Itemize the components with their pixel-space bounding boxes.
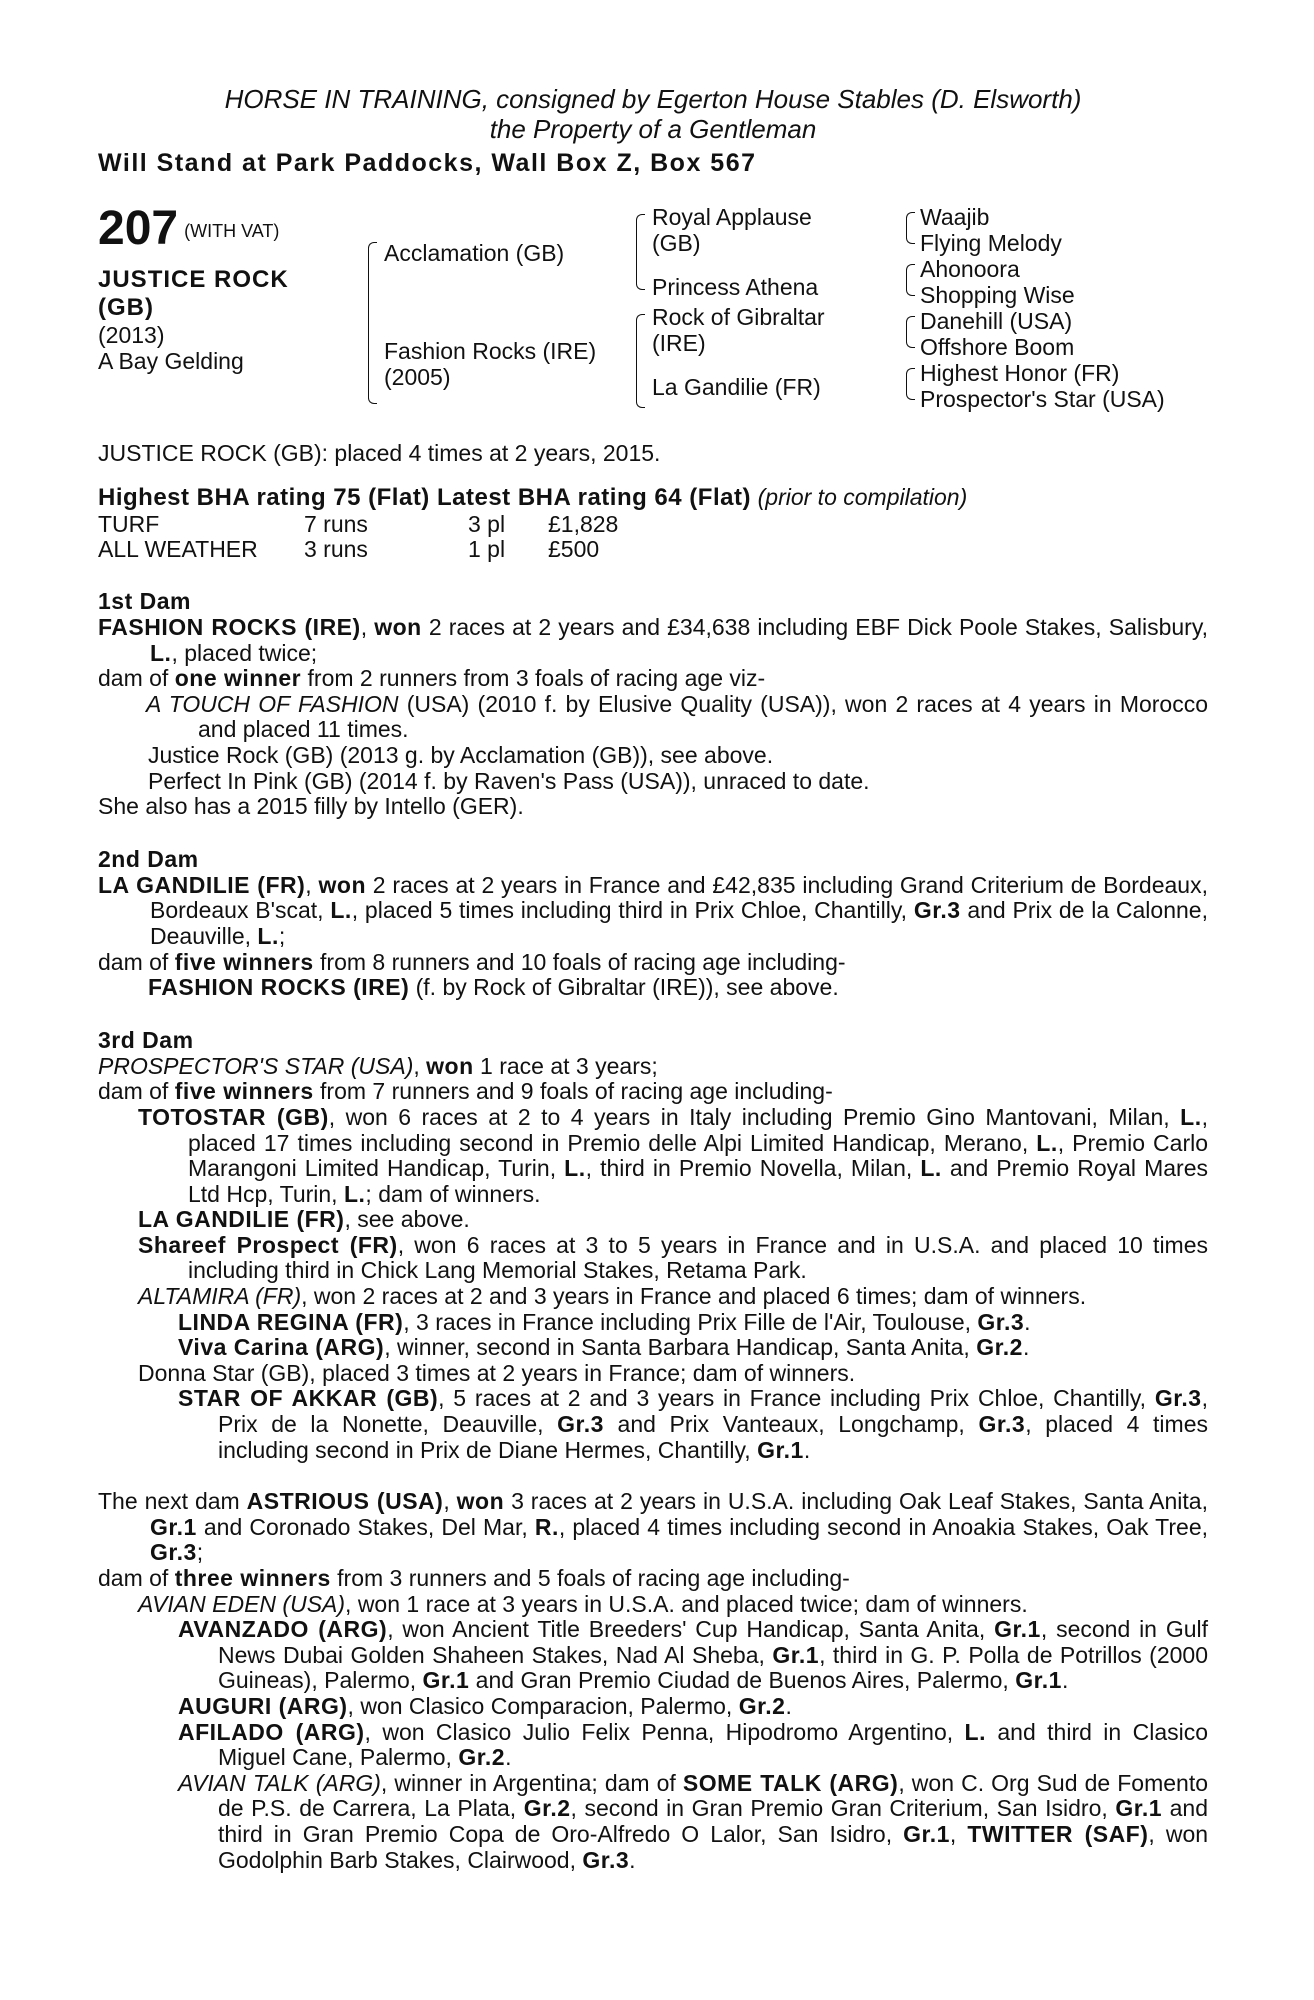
race-summary: JUSTICE ROCK (GB): placed 4 times at 2 years, 2015. xyxy=(98,440,661,466)
bha-rating: Highest BHA rating 75 (Flat) Latest BHA rating 64 (Flat) (prior to compilation) xyxy=(98,484,968,511)
brace-g78 xyxy=(906,368,915,400)
horse-description: A Bay Gelding xyxy=(98,348,244,375)
third-dam-heading: 3rd Dam xyxy=(98,1026,194,1053)
sire: Acclamation (GB) xyxy=(384,240,565,266)
next-dam-section: The next dam ASTRIOUS (USA), won 3 races at 2 years in U.S.A. including Oak Leaf Stakes, Santa Anita, Gr.1 and Coronado Stakes, Del Mar, R., placed 4 times including second in Anoakia Stakes, Oak Tree, Gr.3; dam of three winners from 3 runners and 5 foals of racing age including- AVIAN EDEN (USA), won 1 race at 3 years in U.S.A. and placed twice; dam of winners. AVANZADO (ARG), won Ancient Title Breeders' Cup Handicap, Santa Anita, Gr.1, second in Gulf News Dubai Golden Shaheen Stakes, Nad Al Sheba, Gr.1, third in G. P. Polla de Potrillos (2000 Guineas), Palermo, Gr.1 and Gran Premio Ciudad de Buenos Aires, Palermo, Gr.1. AUGURI (ARG), won Clasico Comparacion, Palermo, Gr.2. AFILADO (ARG), won Clasico Julio Felix Penna, Hipodromo Argentino, L. and third in Clasico Miguel Cane, Palermo, Gr.2. AVIAN TALK (ARG), winner in Argentina; dam of SOME TALK (ARG), won C. Org Sud de Fomento de P.S. de Carrera, La Plata, Gr.2, second in Gran Premio Gran Criterium, San Isidro, Gr.1 and third in Gran Premio Copa de Oro-Alfredo O Lalor, San Isidro, Gr.1, TWITTER (SAF), won Godolphin Barb Stakes, Clairwood, Gr.3. xyxy=(98,1488,1209,1873)
catalogue-page xyxy=(98,84,1208,1873)
horse-name: JUSTICE ROCK xyxy=(98,266,289,294)
first-dam-heading: 1st Dam xyxy=(98,588,191,614)
brace-sire-parents xyxy=(636,214,645,290)
second-dam-heading: 2nd Dam xyxy=(98,845,199,872)
lot-number: 207 (WITH VAT) xyxy=(98,202,280,255)
brace-g34 xyxy=(906,264,915,296)
foaling-year: (2013) xyxy=(98,322,165,349)
table-row: ALL WEATHER 3 runs 1 pl £500 xyxy=(98,536,600,562)
ggp-5: Danehill (USA) xyxy=(920,308,1073,334)
pedigree-block xyxy=(98,204,1208,464)
ggp-1: Waajib xyxy=(920,204,990,230)
third-dam-section: PROSPECTOR'S STAR (USA), won 1 race at 3 years; dam of five winners from 7 runners and 9 foals of racing age including- TOTOSTAR (GB), won 6 races at 2 to 4 years in Italy including Premio Gino Mantovani, Milan, L., placed 17 times including second in Premio delle Alpi Limited Handicap, Merano, L., Premio Carlo Marangoni Limited Handicap, Turin, L., third in Premio Novella, Milan, L. and Premio Royal Mares Ltd Hcp, Turin, L.; dam of winners. LA GANDILIE (FR), see above. Shareef Prospect (FR), won 6 races at 3 to 5 years in France and in U.S.A. and placed 10 times including third in Chick Lang Memorial Stakes, Retama Park. ALTAMIRA (FR), won 2 races at 2 and 3 years in France and placed 6 times; dam of winners. LINDA REGINA (FR), 3 races in France including Prix Fille de l'Air, Toulouse, Gr.3. Viva Carina (ARG), winner, second in Santa Barbara Handicap, Santa Anita, Gr.2. Donna Star (GB), placed 3 times at 2 years in France; dam of winners. STAR OF AKKAR (GB), 5 races at 2 and 3 years in France including Prix Chloe, Chantilly, Gr.3, Prix de la Nonette, Deauville, Gr.3 and Prix Vanteaux, Longchamp, Gr.3, placed 4 times including second in Prix de Diane Hermes, Chantilly, Gr.1. xyxy=(98,1052,1209,1463)
horse-name-country: (GB) xyxy=(98,294,154,322)
second-dam-section: LA GANDILIE (FR), won 2 races at 2 years in France and £42,835 including Grand Criterium de Bordeaux, Bordeaux B'scat, L., placed 5 times including third in Prix Chloe, Chantilly, Gr.3 and Prix de la Calonne, Deauville, L.; dam of five winners from 8 runners and 10 foals of racing age including- FASHION ROCKS (IRE) (f. by Rock of Gibraltar (IRE)), see above. xyxy=(98,871,1208,1001)
sire-sire-line2: (GB) xyxy=(652,230,701,256)
sire-dam: Princess Athena xyxy=(652,274,819,300)
ggp-8: Prospector's Star (USA) xyxy=(920,386,1165,412)
ggp-2: Flying Melody xyxy=(920,230,1062,256)
ggp-7: Highest Honor (FR) xyxy=(920,360,1120,386)
brace-dam-parents xyxy=(636,314,645,408)
header-consignor: HORSE IN TRAINING, consigned by Egerton House Stables (D. Elsworth) xyxy=(224,84,1082,114)
dam-dam: La Gandilie (FR) xyxy=(652,374,821,400)
header-property: the Property of a Gentleman xyxy=(489,114,817,144)
brace-g56 xyxy=(906,316,915,348)
ggp-3: Ahonoora xyxy=(920,256,1020,282)
dam-sire-line2: (IRE) xyxy=(652,330,706,356)
first-dam-section: FASHION ROCKS (IRE), won 2 races at 2 years and £34,638 including EBF Dick Poole Stakes, Salisbury, L., placed twice; dam of one winner from 2 runners from 3 foals of racing age viz- A TOUCH OF FASHION (USA) (2010 f. by Elusive Quality (USA)), won 2 races at 4 years in Morocco and placed 11 times. Justice Rock (GB) (2013 g. by Acclamation (GB)), see above. Perfect In Pink (GB) (2014 f. by Raven's Pass (USA)), unraced to date. She also has a 2015 filly by Intello (GER). xyxy=(98,614,1209,820)
dam-sire-line1: Rock of Gibraltar xyxy=(652,304,825,330)
brace-g12 xyxy=(906,212,915,244)
ggp-6: Offshore Boom xyxy=(920,334,1075,360)
lot-info xyxy=(98,204,308,374)
vat-note: (WITH VAT) xyxy=(184,221,280,242)
sire-sire-line1: Royal Applause xyxy=(652,204,812,230)
ggp-4: Shopping Wise xyxy=(920,282,1075,308)
brace-parents xyxy=(368,242,377,404)
race-record-table xyxy=(98,512,618,562)
dam-line2: (2005) xyxy=(384,364,451,390)
table-row: TURF 7 runs 3 pl £1,828 xyxy=(98,511,619,537)
header-location: Will Stand at Park Paddocks, Wall Box Z, Box 567 xyxy=(98,149,757,177)
dam-line1: Fashion Rocks (IRE) xyxy=(384,338,597,364)
